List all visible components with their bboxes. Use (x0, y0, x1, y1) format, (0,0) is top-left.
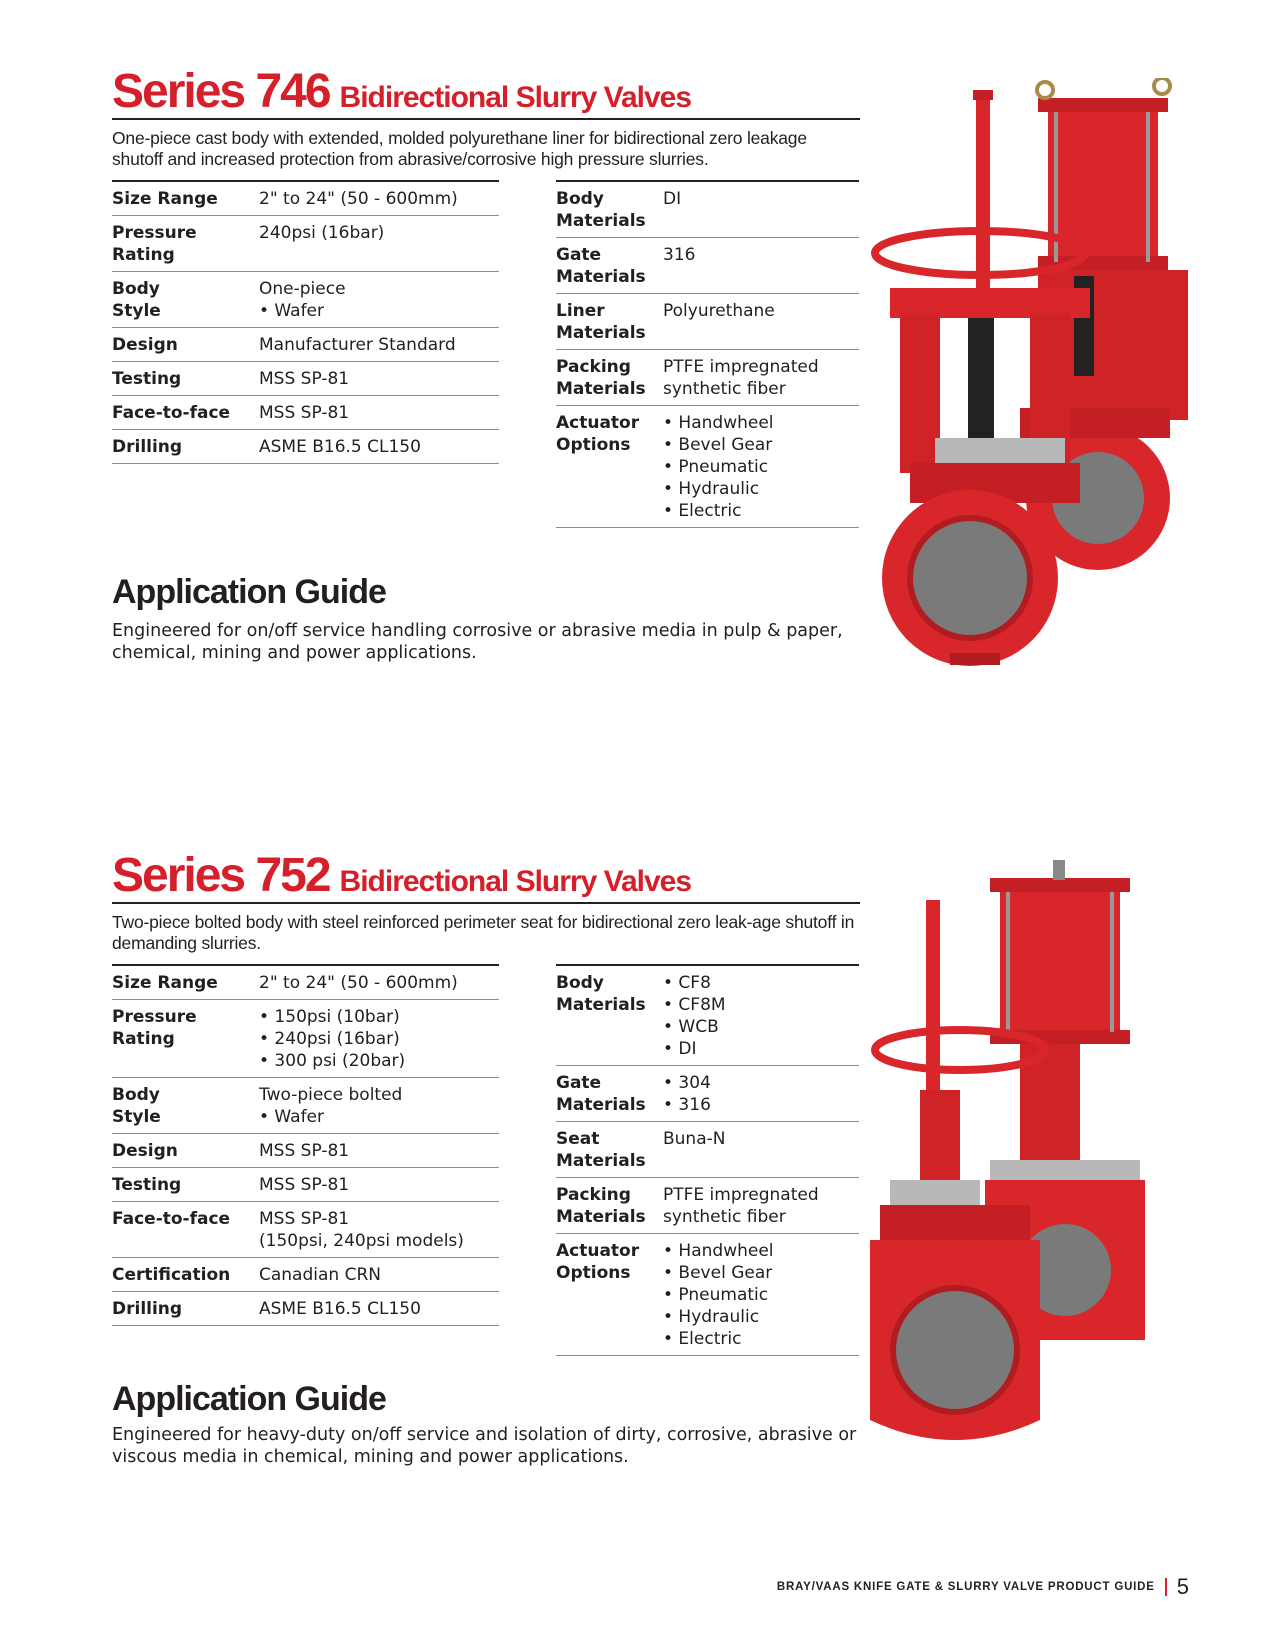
spec-row (112, 396, 499, 430)
spec-value: MSS SP-81 (150psi, 240psi models) (259, 1209, 464, 1251)
spec-value: ASME B16.5 CL150 (259, 1299, 421, 1319)
series-subtitle: Bidirectional Slurry Valves (339, 81, 692, 114)
series-746-section (112, 65, 860, 663)
spec-label: Gate Materials (556, 245, 646, 287)
spec-label: Body Style (112, 279, 161, 321)
spec-row (556, 966, 859, 1066)
series-intro: Two-piece bolted body with steel reinforced perimeter seat for bidirectional zero leak-age shutoff in demanding slurries. (112, 912, 855, 953)
spec-label: Testing (112, 369, 182, 389)
spec-value: Polyurethane (663, 301, 775, 321)
spec-value: PTFE impregnated synthetic fiber (663, 1185, 819, 1227)
spec-value: • CF8 • CF8M • WCB • DI (663, 973, 726, 1059)
spec-value: DI (663, 189, 682, 209)
spec-row (112, 1258, 499, 1292)
application-guide-text: Engineered for on/off service handling corrosive or abrasive media in pulp & paper, chemical, mining and power applications. (112, 621, 843, 663)
spec-label: Body Materials (556, 189, 646, 231)
series-746-valve-image (870, 78, 1200, 678)
spec-label: Pressure Rating (112, 1007, 197, 1049)
spec-label: Actuator Options (556, 1241, 640, 1283)
spec-value: PTFE impregnated synthetic fiber (663, 357, 819, 399)
spec-row (112, 1292, 499, 1326)
series-name: Series 746 (112, 65, 330, 118)
spec-row (112, 362, 499, 396)
spec-row (556, 182, 859, 238)
spec-value: Canadian CRN (259, 1265, 381, 1285)
series-752-valve-image (870, 860, 1200, 1480)
spec-row (112, 216, 499, 272)
spec-value: • 304 • 316 (663, 1073, 711, 1115)
spec-label: Design (112, 335, 178, 355)
spec-row (112, 1134, 499, 1168)
spec-label: Seat Materials (556, 1129, 646, 1171)
spec-value: One-piece • Wafer (259, 279, 346, 321)
spec-row (112, 1168, 499, 1202)
page-footer (777, 1574, 1189, 1600)
spec-row (556, 1234, 859, 1356)
spec-label: Gate Materials (556, 1073, 646, 1115)
spec-label: Size Range (112, 973, 218, 993)
spec-row (556, 1122, 859, 1178)
spec-label: Pressure Rating (112, 223, 197, 265)
series-subtitle: Bidirectional Slurry Valves (339, 865, 692, 898)
page-number: 5 (1176, 1574, 1189, 1599)
application-guide-text: Engineered for heavy-duty on/off service and isolation of dirty, corrosive, abrasive or viscous media in chemical, mining and power applications. (112, 1425, 857, 1467)
spec-row (112, 1078, 499, 1134)
footer-title: BRAY/VAAS KNIFE GATE & SLURRY VALVE PRODUCT GUIDE (776, 1581, 1155, 1593)
spec-row (112, 1202, 499, 1258)
spec-row (112, 1000, 499, 1078)
spec-row (556, 406, 859, 528)
spec-value: 2" to 24" (50 - 600mm) (259, 973, 458, 993)
spec-label: Testing (112, 1175, 182, 1195)
spec-label: Body Materials (556, 973, 646, 1015)
series-intro: One-piece cast body with extended, molded polyurethane liner for bidirectional zero leakage shutoff and increased protection from abrasive/corrosive high pressure slurries. (112, 128, 807, 169)
spec-row (112, 272, 499, 328)
spec-row (112, 328, 499, 362)
spec-label: Certification (112, 1265, 231, 1285)
spec-table-left (112, 180, 499, 464)
spec-value: ASME B16.5 CL150 (259, 437, 421, 457)
spec-label: Drilling (112, 1299, 183, 1319)
application-guide-heading: Application Guide (112, 1380, 386, 1418)
spec-value: MSS SP-81 (259, 403, 350, 423)
spec-value: • 150psi (10bar) • 240psi (16bar) • 300 psi (20bar) (259, 1007, 406, 1071)
spec-row (556, 238, 859, 294)
spec-value: Manufacturer Standard (259, 335, 456, 355)
spec-value: 316 (663, 245, 696, 265)
spec-label: Packing Materials (556, 1185, 646, 1227)
spec-value: Two-piece bolted • Wafer (259, 1085, 403, 1127)
spec-value: MSS SP-81 (259, 1141, 350, 1161)
spec-row (112, 182, 499, 216)
spec-row (556, 1066, 859, 1122)
spec-row (556, 350, 859, 406)
spec-label: Drilling (112, 437, 183, 457)
series-752-section (112, 849, 860, 1467)
spec-table-right (556, 180, 859, 528)
spec-label: Size Range (112, 189, 218, 209)
application-guide-heading: Application Guide (112, 573, 386, 611)
spec-row (112, 430, 499, 464)
spec-label: Design (112, 1141, 178, 1161)
spec-value: • Handwheel • Bevel Gear • Pneumatic • Hydraulic • Electric (663, 1241, 774, 1349)
spec-label: Face-to-face (112, 1209, 231, 1229)
spec-label: Actuator Options (556, 413, 640, 455)
spec-value: Buna-N (663, 1129, 726, 1149)
spec-row (556, 1178, 859, 1234)
spec-label: Packing Materials (556, 357, 646, 399)
footer-divider (1165, 1578, 1167, 1596)
spec-tables (112, 180, 860, 540)
spec-table-left (112, 964, 499, 1326)
spec-table-right (556, 964, 859, 1356)
spec-row (556, 294, 859, 350)
spec-value: 2" to 24" (50 - 600mm) (259, 189, 458, 209)
series-name: Series 752 (112, 849, 330, 902)
spec-label: Liner Materials (556, 301, 646, 343)
spec-value: MSS SP-81 (259, 1175, 350, 1195)
spec-label: Body Style (112, 1085, 161, 1127)
spec-value: MSS SP-81 (259, 369, 350, 389)
section-title (112, 65, 860, 120)
section-title (112, 849, 860, 904)
spec-tables (112, 964, 860, 1349)
spec-value: 240psi (16bar) (259, 223, 385, 243)
spec-value: • Handwheel • Bevel Gear • Pneumatic • Hydraulic • Electric (663, 413, 774, 521)
spec-label: Face-to-face (112, 403, 231, 423)
spec-row (112, 966, 499, 1000)
